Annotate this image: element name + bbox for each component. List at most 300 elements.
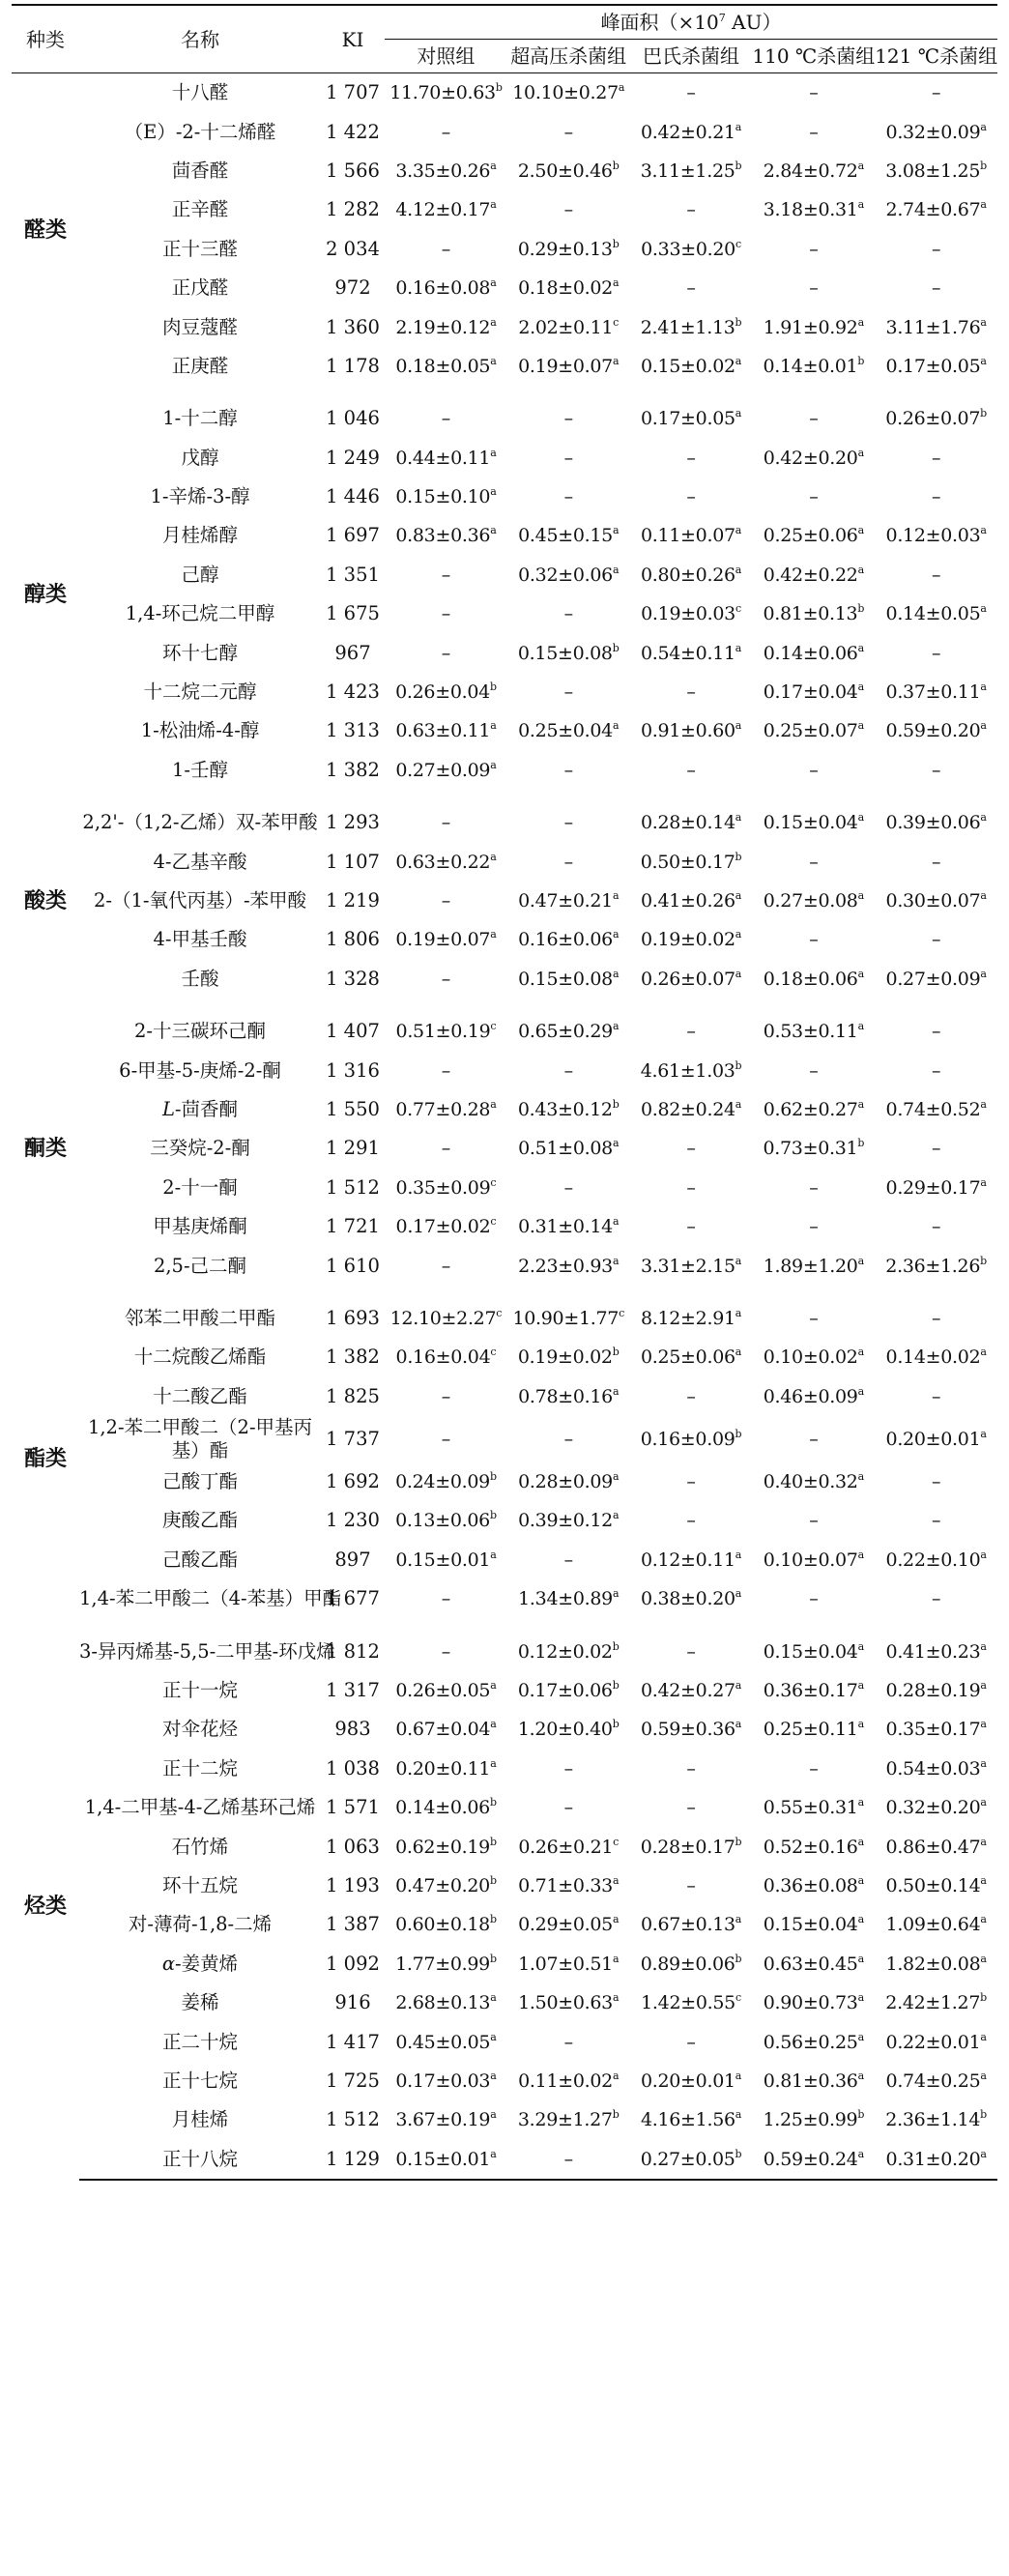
- peak-area-value: 0.15±0.08: [517, 642, 613, 664]
- peak-area-cell: [507, 751, 630, 790]
- peak-area-value: 0.59±0.20: [885, 720, 981, 742]
- significance-letter: b: [980, 1254, 987, 1267]
- table-row: [12, 1129, 997, 1168]
- compound-name: 正十七烷: [161, 2069, 238, 2092]
- significance-letter: c: [735, 237, 741, 250]
- significance-letter: c: [619, 1306, 624, 1319]
- peak-area-cell: [507, 269, 630, 307]
- peak-area-cell: [507, 1867, 630, 1905]
- significance-letter: a: [980, 1718, 987, 1731]
- ki-value: 1 697: [326, 524, 380, 547]
- peak-area-value: –: [931, 1510, 941, 1532]
- significance-letter: a: [980, 1175, 987, 1189]
- peak-area-value: –: [441, 1640, 450, 1663]
- table-row: [12, 1750, 997, 1788]
- peak-area-value: 0.89±0.06: [640, 1953, 735, 1975]
- peak-area-value: 0.12±0.11: [640, 1548, 735, 1571]
- peak-area-cell: [875, 1827, 997, 1866]
- ki-value: 1 677: [326, 1587, 380, 1610]
- table-row: [12, 1207, 997, 1246]
- compound-name: 正二十烷: [161, 2030, 238, 2053]
- peak-area-value: 0.31±0.14: [518, 1216, 613, 1238]
- peak-area-value: 0.52±0.16: [763, 1836, 858, 1858]
- compound-name: 4-甲基壬酸: [153, 928, 247, 951]
- significance-letter: b: [980, 407, 987, 420]
- peak-area-value: 0.16±0.08: [395, 277, 491, 300]
- peak-area-cell: [385, 960, 507, 999]
- compound-name: 正十二烷: [161, 1756, 238, 1780]
- peak-area-value: 0.19±0.07: [395, 929, 491, 951]
- peak-area-cell: [630, 1377, 753, 1416]
- peak-area-value: 0.40±0.32: [763, 1471, 858, 1493]
- significance-letter: a: [980, 354, 987, 367]
- peak-area-cell: [385, 1618, 507, 1670]
- ki-value: 1 046: [326, 407, 380, 430]
- compound-name: 正戊醛: [171, 276, 229, 300]
- peak-area-cell: [875, 190, 997, 229]
- significance-letter: a: [618, 81, 625, 95]
- peak-area-cell: [875, 2062, 997, 2100]
- peak-area-value: 0.71±0.33: [518, 1874, 613, 1896]
- significance-letter: a: [490, 446, 497, 459]
- peak-area-cell: [630, 190, 753, 229]
- peak-area-cell: [507, 478, 630, 516]
- peak-area-value: –: [563, 603, 573, 625]
- peak-area-value: –: [931, 447, 941, 469]
- peak-area-value: 0.60±0.18: [395, 1914, 490, 1936]
- significance-letter: a: [490, 485, 497, 499]
- peak-area-value: 0.90±0.73: [763, 1992, 858, 2014]
- peak-area-cell: [507, 516, 630, 555]
- peak-area-value: 0.82±0.24: [640, 1098, 735, 1120]
- peak-area-cell: [385, 1750, 507, 1788]
- peak-area-value: –: [931, 1059, 941, 1082]
- peak-area-cell: [385, 1051, 507, 1089]
- significance-letter: a: [735, 1254, 742, 1267]
- peak-area-value: –: [441, 1385, 450, 1407]
- peak-area-value: 0.54±0.11: [640, 642, 735, 664]
- peak-area-value: 0.29±0.17: [885, 1176, 981, 1199]
- compound-name: 姜稀: [181, 1991, 219, 2014]
- peak-area-cell: [875, 960, 997, 999]
- peak-area-value: 0.26±0.05: [395, 1680, 491, 1702]
- table-row: [12, 2140, 997, 2180]
- peak-area-cell: [875, 1129, 997, 1168]
- peak-area-value: –: [441, 238, 450, 260]
- peak-area-cell: [630, 1129, 753, 1168]
- compound-name: 庚酸乙酯: [161, 1509, 238, 1532]
- peak-area-cell: [752, 1090, 875, 1129]
- peak-area-cell: [752, 73, 875, 113]
- peak-area-value: 0.16±0.09: [640, 1428, 735, 1450]
- significance-letter: a: [490, 354, 497, 367]
- peak-area-value: 0.16±0.04: [395, 1346, 491, 1369]
- peak-area-cell: [507, 1983, 630, 2022]
- header-peak-area: [385, 5, 997, 40]
- peak-area-value: 0.25±0.06: [763, 525, 858, 547]
- peak-area-value: –: [809, 851, 819, 873]
- peak-area-cell: [507, 1246, 630, 1285]
- peak-area-cell: [752, 152, 875, 190]
- compound-name: 3-异丙烯基-5,5-二甲基-环戊烯: [79, 1639, 335, 1663]
- peak-area-value: –: [809, 82, 819, 104]
- table-row: [12, 478, 997, 516]
- compound-name: 十二烷二元醇: [143, 680, 257, 704]
- compound-name: 肉豆蔻醛: [161, 315, 238, 338]
- peak-area-value: 10.90±1.77: [512, 1307, 620, 1329]
- table-row: [12, 1827, 997, 1866]
- table-row: [12, 673, 997, 711]
- peak-area-value: 3.29±1.27: [517, 2109, 613, 2131]
- peak-area-cell: [507, 347, 630, 386]
- peak-area-cell: [630, 1246, 753, 1285]
- ki-value: 1 328: [326, 967, 380, 990]
- significance-letter: a: [612, 1873, 620, 1887]
- peak-area-cell: [752, 1462, 875, 1501]
- peak-area-value: 2.74±0.67: [885, 199, 981, 221]
- significance-letter: a: [490, 1718, 497, 1731]
- peak-area-value: 0.32±0.06: [518, 564, 613, 586]
- peak-area-value: 0.31±0.20: [885, 2148, 981, 2170]
- peak-area-cell: [875, 2140, 997, 2180]
- peak-area-value: 0.44±0.11: [395, 447, 491, 469]
- peak-area-value: 0.86±0.47: [885, 1836, 981, 1858]
- peak-area-cell: [385, 1462, 507, 1501]
- peak-area-value: 1.91±0.92: [763, 316, 858, 338]
- peak-area-value: –: [563, 1059, 573, 1082]
- peak-area-value: 4.16±1.56: [640, 2109, 735, 2131]
- table-row: [12, 2062, 997, 2100]
- peak-area-value: –: [563, 1757, 573, 1780]
- compound-name: 正十八烷: [79, 2140, 321, 2180]
- peak-area-cell: [752, 882, 875, 920]
- peak-area-cell: [630, 112, 753, 151]
- compound-name: 正庚醛: [171, 354, 229, 377]
- peak-area-value: 0.20±0.01: [885, 1428, 981, 1450]
- peak-area-value: 0.32±0.20: [885, 1797, 981, 1819]
- header-name: 名称: [79, 5, 321, 73]
- significance-letter: a: [735, 641, 742, 654]
- peak-area-cell: [875, 1501, 997, 1540]
- significance-letter: a: [735, 1346, 742, 1359]
- peak-area-cell: [507, 633, 630, 672]
- peak-area-cell: [630, 307, 753, 346]
- peak-area-value: –: [563, 812, 573, 834]
- peak-area-cell: [385, 478, 507, 516]
- table-row: [12, 1051, 997, 1089]
- table-row: [12, 1983, 997, 2022]
- header-group: 110 ℃杀菌组: [752, 40, 875, 73]
- peak-area-cell: [385, 269, 507, 307]
- peak-area-value: 0.20±0.11: [395, 1757, 491, 1780]
- peak-area-cell: [385, 1788, 507, 1827]
- peak-area-value: 0.27±0.05: [640, 2148, 735, 2170]
- significance-letter: a: [735, 120, 742, 133]
- significance-letter: a: [857, 1718, 864, 1731]
- significance-letter: a: [857, 1913, 864, 1926]
- peak-area-value: –: [686, 1640, 696, 1663]
- compound-name: 己醇: [181, 563, 219, 586]
- peak-area-cell: [752, 2062, 875, 2100]
- significance-letter: a: [490, 2108, 497, 2122]
- peak-area-value: 0.15±0.04: [763, 1914, 858, 1936]
- table-row: [12, 1246, 997, 1285]
- peak-area-value: 1.09±0.64: [885, 1914, 981, 1936]
- significance-letter: a: [735, 1306, 742, 1319]
- peak-area-value: –: [931, 851, 941, 873]
- significance-letter: b: [612, 641, 620, 654]
- peak-area-value: –: [563, 447, 573, 469]
- ki-value: 1 317: [326, 1679, 380, 1702]
- significance-letter: a: [980, 1548, 987, 1561]
- ki-value: 1 291: [326, 1137, 380, 1160]
- peak-area-cell: [630, 1579, 753, 1618]
- peak-area-cell: [630, 1945, 753, 1983]
- peak-area-cell: [507, 1377, 630, 1416]
- table-row: [12, 1501, 997, 1540]
- peak-area-value: 4.61±1.03: [640, 1059, 735, 1082]
- significance-letter: b: [735, 2147, 742, 2160]
- significance-letter: a: [980, 2030, 987, 2043]
- peak-area-value: 3.67±0.19: [395, 2109, 491, 2131]
- peak-area-cell: [507, 673, 630, 711]
- peak-area-value: –: [809, 759, 819, 781]
- significance-letter: b: [980, 159, 987, 172]
- significance-letter: c: [613, 1835, 620, 1848]
- significance-letter: a: [857, 1470, 864, 1484]
- peak-area-cell: [385, 1710, 507, 1749]
- header-peak-prefix: 峰面积（×10: [600, 11, 719, 34]
- significance-letter: a: [980, 2147, 987, 2160]
- peak-area-cell: [507, 1541, 630, 1579]
- peak-area-value: –: [931, 1588, 941, 1610]
- ki-value: 1 417: [326, 2030, 380, 2053]
- significance-letter: b: [980, 1991, 987, 2005]
- significance-letter: a: [857, 159, 864, 172]
- peak-area-cell: [507, 2140, 630, 2180]
- peak-area-value: 0.59±0.36: [640, 1719, 735, 1741]
- peak-area-value: 0.56±0.25: [763, 2031, 858, 2053]
- significance-letter: a: [980, 1913, 987, 1926]
- significance-letter: a: [735, 1097, 742, 1111]
- ki-value: 1 812: [326, 1639, 380, 1663]
- table-row: [12, 1377, 997, 1416]
- significance-letter: b: [489, 1509, 497, 1522]
- significance-letter: b: [489, 1952, 497, 1965]
- peak-area-cell: [875, 1905, 997, 1944]
- peak-area-value: 0.19±0.02: [517, 1346, 613, 1369]
- peak-area-cell: [875, 386, 997, 438]
- compound-name: 1,4-二甲基-4-乙烯基环己烯: [84, 1796, 316, 1819]
- significance-letter: a: [980, 2069, 987, 2082]
- significance-letter: c: [613, 315, 620, 329]
- peak-area-cell: [507, 594, 630, 633]
- peak-area-value: 0.36±0.17: [763, 1680, 858, 1702]
- peak-area-cell: [752, 920, 875, 959]
- header-group: 121 ℃杀菌组: [875, 40, 997, 73]
- peak-area-value: 0.73±0.31: [763, 1138, 858, 1160]
- compound-name: 正十三醛: [161, 237, 238, 260]
- peak-area-cell: [507, 1618, 630, 1670]
- peak-area-cell: [385, 1579, 507, 1618]
- significance-letter: a: [735, 928, 742, 941]
- peak-area-value: 0.62±0.19: [395, 1836, 490, 1858]
- peak-area-cell: [630, 2100, 753, 2139]
- peak-area-value: –: [686, 1797, 696, 1819]
- peak-area-cell: [630, 1671, 753, 1710]
- significance-letter: a: [980, 1427, 987, 1440]
- peak-area-value: –: [809, 1307, 819, 1329]
- peak-area-value: –: [809, 277, 819, 300]
- ki-value: 1 038: [326, 1756, 380, 1780]
- peak-area-value: –: [686, 1874, 696, 1896]
- peak-area-value: –: [931, 929, 941, 951]
- peak-area-value: –: [563, 408, 573, 430]
- peak-area-cell: [875, 2100, 997, 2139]
- peak-area-cell: [507, 190, 630, 229]
- peak-area-cell: [385, 2022, 507, 2061]
- peak-area-cell: [507, 1827, 630, 1866]
- table-row: [12, 1169, 997, 1207]
- peak-area-cell: [385, 1377, 507, 1416]
- peak-area-value: 0.17±0.03: [395, 2069, 491, 2092]
- peak-area-cell: [752, 1945, 875, 1983]
- peak-area-cell: [875, 1338, 997, 1376]
- significance-letter: c: [490, 1175, 497, 1189]
- compound-name: 己酸乙酯: [161, 1548, 238, 1571]
- peak-area-value: 1.34±0.89: [518, 1588, 613, 1610]
- significance-letter: a: [612, 967, 620, 980]
- significance-letter: a: [735, 407, 742, 420]
- compound-name: 1,4-环己烷二甲醇: [125, 602, 275, 625]
- peak-area-cell: [630, 1788, 753, 1827]
- significance-letter: b: [489, 1873, 497, 1887]
- peak-area-cell: [385, 882, 507, 920]
- table-row: [12, 633, 997, 672]
- peak-area-cell: [507, 2022, 630, 2061]
- table-row: [12, 307, 997, 346]
- compound-name: 三癸烷-2-酮: [150, 1137, 250, 1160]
- peak-area-cell: [507, 1338, 630, 1376]
- peak-area-value: –: [931, 82, 941, 104]
- peak-area-cell: [752, 1169, 875, 1207]
- ki-value: 1 737: [326, 1427, 380, 1450]
- compound-name: 邻苯二甲酸二甲酯: [124, 1306, 275, 1329]
- peak-area-value: –: [563, 851, 573, 873]
- peak-area-cell: [385, 1867, 507, 1905]
- peak-area-cell: [385, 2140, 507, 2180]
- compound-name: 茴香醛: [171, 159, 229, 182]
- peak-area-cell: [385, 673, 507, 711]
- peak-area-value: 0.33±0.20: [641, 238, 735, 260]
- peak-area-cell: [752, 594, 875, 633]
- compound-name: 十二烷酸乙烯酯: [133, 1346, 267, 1369]
- peak-area-value: 0.41±0.26: [640, 890, 735, 912]
- peak-area-value: –: [809, 1216, 819, 1238]
- table-row: [12, 1710, 997, 1749]
- peak-area-cell: [630, 673, 753, 711]
- peak-area-value: –: [563, 1428, 573, 1450]
- significance-letter: a: [490, 2069, 497, 2082]
- peak-area-value: 0.15±0.10: [395, 486, 491, 508]
- peak-area-value: –: [809, 238, 819, 260]
- peak-area-value: 0.91±0.60: [640, 720, 735, 742]
- peak-area-cell: [385, 439, 507, 478]
- peak-area-value: 0.35±0.17: [885, 1719, 981, 1741]
- peak-area-cell: [385, 1541, 507, 1579]
- compound-name: 己酸丁酯: [161, 1470, 238, 1493]
- peak-area-value: 0.51±0.19: [395, 1021, 491, 1043]
- significance-letter: b: [857, 602, 865, 616]
- peak-area-value: –: [931, 1471, 941, 1493]
- peak-area-cell: [630, 1169, 753, 1207]
- peak-area-value: 0.15±0.01: [395, 2148, 491, 2170]
- significance-letter: a: [857, 967, 864, 980]
- significance-letter: a: [490, 315, 497, 329]
- peak-area-value: 0.35±0.09: [395, 1176, 491, 1199]
- significance-letter: a: [735, 524, 742, 537]
- peak-area-cell: [875, 920, 997, 959]
- peak-area-value: 0.45±0.15: [518, 525, 613, 547]
- significance-letter: a: [857, 524, 864, 537]
- peak-area-cell: [875, 1867, 997, 1905]
- significance-letter: a: [980, 1097, 987, 1111]
- peak-area-cell: [385, 1983, 507, 2022]
- peak-area-cell: [507, 1207, 630, 1246]
- peak-area-value: –: [441, 564, 450, 586]
- peak-area-cell: [385, 711, 507, 750]
- peak-area-cell: [630, 2022, 753, 2061]
- peak-area-cell: [630, 1286, 753, 1338]
- significance-letter: a: [857, 889, 864, 902]
- peak-area-cell: [752, 999, 875, 1051]
- significance-letter: b: [735, 1835, 742, 1848]
- table-row: [12, 1945, 997, 1983]
- ki-value: 1 351: [326, 563, 380, 586]
- peak-area-value: 0.19±0.03: [641, 603, 735, 625]
- peak-area-value: –: [441, 1059, 450, 1082]
- table-row: [12, 152, 997, 190]
- significance-letter: b: [857, 2108, 865, 2122]
- peak-area-value: –: [441, 968, 450, 990]
- peak-area-value: –: [931, 759, 941, 781]
- volatile-compounds-table: [12, 4, 997, 2181]
- peak-area-value: 0.19±0.02: [640, 929, 735, 951]
- ki-value: 1 566: [326, 159, 380, 182]
- peak-area-cell: [875, 1671, 997, 1710]
- peak-area-value: 0.10±0.02: [763, 1346, 858, 1369]
- peak-area-cell: [507, 439, 630, 478]
- significance-letter: a: [612, 1470, 620, 1484]
- peak-area-cell: [507, 960, 630, 999]
- peak-area-value: 0.65±0.29: [518, 1021, 613, 1043]
- peak-area-cell: [752, 1750, 875, 1788]
- peak-area-value: 0.15±0.02: [640, 355, 735, 377]
- peak-area-cell: [752, 1377, 875, 1416]
- category-label: 醛类: [23, 217, 67, 243]
- name-prefix: α: [161, 1952, 176, 1975]
- peak-area-value: –: [931, 564, 941, 586]
- significance-letter: a: [612, 928, 620, 941]
- significance-letter: a: [980, 1639, 987, 1653]
- peak-area-value: 2.41±1.13: [640, 316, 735, 338]
- significance-letter: a: [612, 1254, 620, 1267]
- peak-area-cell: [507, 1710, 630, 1749]
- peak-area-value: –: [931, 1385, 941, 1407]
- significance-letter: b: [612, 1679, 620, 1693]
- table-row: [12, 1462, 997, 1501]
- peak-area-value: –: [809, 1176, 819, 1199]
